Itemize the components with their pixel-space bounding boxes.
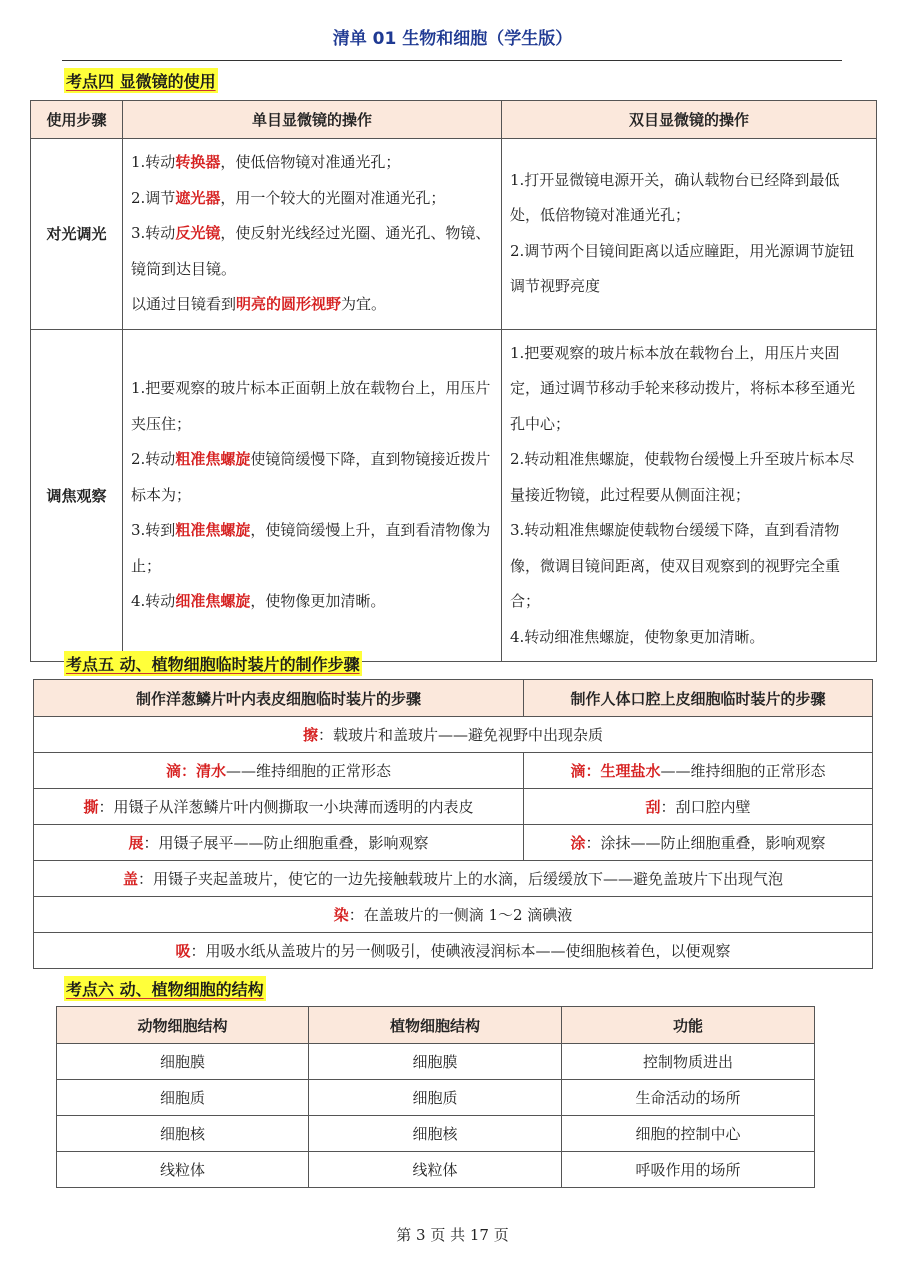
list-item: 1.把要观察的玻片标本正面朝上放在载物台上，用压片夹压住； <box>131 379 491 433</box>
table-cell: 细胞膜 <box>57 1044 309 1080</box>
table-row <box>57 1044 815 1080</box>
step-cell: 涂：涂抹——防止细胞重叠，影响观察 <box>524 825 873 861</box>
column-header: 使用步骤 <box>31 101 123 139</box>
list-item: 1.转动转换器，使低倍物镜对准通光孔； <box>131 153 401 171</box>
list-item: 4.转动细准焦螺旋，使物像更加清晰。 <box>131 592 386 610</box>
microscope-table <box>30 100 877 662</box>
column-header: 植物细胞结构 <box>309 1007 562 1044</box>
table-cell: 细胞质 <box>57 1080 309 1116</box>
page-number: 第 3 页 共 17 页 <box>396 1226 509 1244</box>
table-row <box>34 897 873 933</box>
table-row <box>57 1080 815 1116</box>
bino-light-steps <box>502 139 877 330</box>
table-cell: 细胞核 <box>309 1116 562 1152</box>
table-row <box>34 825 873 861</box>
table-header-row <box>34 680 873 717</box>
step-cell: 撕：用镊子从洋葱鳞片叶内侧撕取一小块薄而透明的内表皮 <box>34 789 524 825</box>
table-cell: 线粒体 <box>309 1152 562 1188</box>
list-item: 2.转动粗准焦螺旋，使载物台缓慢上升至玻片标本尽量接近物镜，此过程要从侧面注视； <box>510 450 855 504</box>
table-header-row <box>31 101 877 139</box>
table-cell: 线粒体 <box>57 1152 309 1188</box>
cell-structure-table <box>56 1006 815 1188</box>
list-item: 3.转动反光镜，使反射光线经过光圈、通光孔、物镜、镜筒到达目镜。 <box>131 224 491 278</box>
list-item: 2.调节遮光器，用一个较大的光圈对准通光孔； <box>131 188 446 207</box>
step-cell: 擦：载玻片和盖玻片——避免视野中出现杂质 <box>34 717 873 753</box>
step-label: 调焦观察 <box>31 329 123 662</box>
table-row <box>57 1152 815 1188</box>
table-row <box>34 933 873 969</box>
step-cell: 展：用镊子展平——防止细胞重叠，影响观察 <box>34 825 524 861</box>
table-row <box>34 861 873 897</box>
table-row <box>31 329 877 662</box>
list-item: 1.把要观察的玻片标本放在载物台上，用压片夹固定，通过调节移动手轮来移动拨片，将标本移至通光孔中心； <box>510 343 856 433</box>
mono-focus-steps <box>123 329 502 662</box>
column-header: 动物细胞结构 <box>57 1007 309 1044</box>
table-cell: 细胞膜 <box>309 1044 562 1080</box>
list-item: 4.转动细准焦螺旋，使物象更加清晰。 <box>510 627 765 646</box>
table-cell: 细胞质 <box>309 1080 562 1116</box>
column-header: 功能 <box>562 1007 815 1044</box>
list-item: 2.转动粗准焦螺旋使镜筒缓慢下降，直到物镜接近拨片标本为； <box>131 450 491 504</box>
step-cell: 吸：用吸水纸从盖玻片的另一侧吸引，使碘液浸润标本——使细胞核着色，以便观察 <box>34 933 873 969</box>
list-item: 3.转动粗准焦螺旋使载物台缓缓下降，直到看清物像，微调目镜间距离，使双目观察到的视野完全重合； <box>510 521 841 610</box>
table-row <box>34 717 873 753</box>
table-header-row <box>57 1007 815 1044</box>
step-cell: 盖：用镊子夹起盖玻片，使它的一边先接触载玻片上的水滴，后缓缓放下——避免盖玻片下出现气泡 <box>34 861 873 897</box>
column-header: 单目显微镜的操作 <box>123 101 502 139</box>
section-heading-microscope: 考点四 显微镜的使用 <box>64 68 218 93</box>
list-item: 1.打开显微镜电源开关，确认载物台已经降到最低处，低倍物镜对准通光孔； <box>510 170 840 225</box>
slide-prep-table <box>33 679 873 969</box>
column-header: 制作人体口腔上皮细胞临时装片的步骤 <box>524 680 873 717</box>
table-cell: 呼吸作用的场所 <box>562 1152 815 1188</box>
list-item: 3.转到粗准焦螺旋，使镜筒缓慢上升，直到看清物像为止； <box>131 521 491 575</box>
table-cell: 控制物质进出 <box>562 1044 815 1080</box>
table-row <box>31 139 877 330</box>
step-cell: 滴：清水——维持细胞的正常形态 <box>34 753 524 789</box>
page-title: 清单 01 生物和细胞（学生版） <box>332 29 573 49</box>
step-cell: 滴：生理盐水——维持细胞的正常形态 <box>524 753 873 789</box>
title-rule <box>62 60 842 61</box>
column-header: 制作洋葱鳞片叶内表皮细胞临时装片的步骤 <box>34 680 524 717</box>
table-cell: 细胞核 <box>57 1116 309 1152</box>
column-header: 双目显微镜的操作 <box>502 101 877 139</box>
table-row <box>34 789 873 825</box>
mono-light-steps <box>123 139 502 330</box>
section-heading-slide-prep: 考点五 动、植物细胞临时装片的制作步骤 <box>64 651 362 676</box>
table-cell: 生命活动的场所 <box>562 1080 815 1116</box>
bino-focus-steps <box>502 329 877 662</box>
list-item: 2.调节两个目镜间距离以适应瞳距，用光源调节旋钮调节视野亮度 <box>510 241 855 296</box>
table-row <box>34 753 873 789</box>
section-heading-cell-structure: 考点六 动、植物细胞的结构 <box>64 976 266 1001</box>
step-cell: 染：在盖玻片的一侧滴 1～2 滴碘液 <box>34 897 873 933</box>
list-item: 以通过目镜看到明亮的圆形视野为宜。 <box>131 295 387 313</box>
table-cell: 细胞的控制中心 <box>562 1116 815 1152</box>
step-label: 对光调光 <box>31 139 123 330</box>
step-cell: 刮：刮口腔内壁 <box>524 789 873 825</box>
table-row <box>57 1116 815 1152</box>
